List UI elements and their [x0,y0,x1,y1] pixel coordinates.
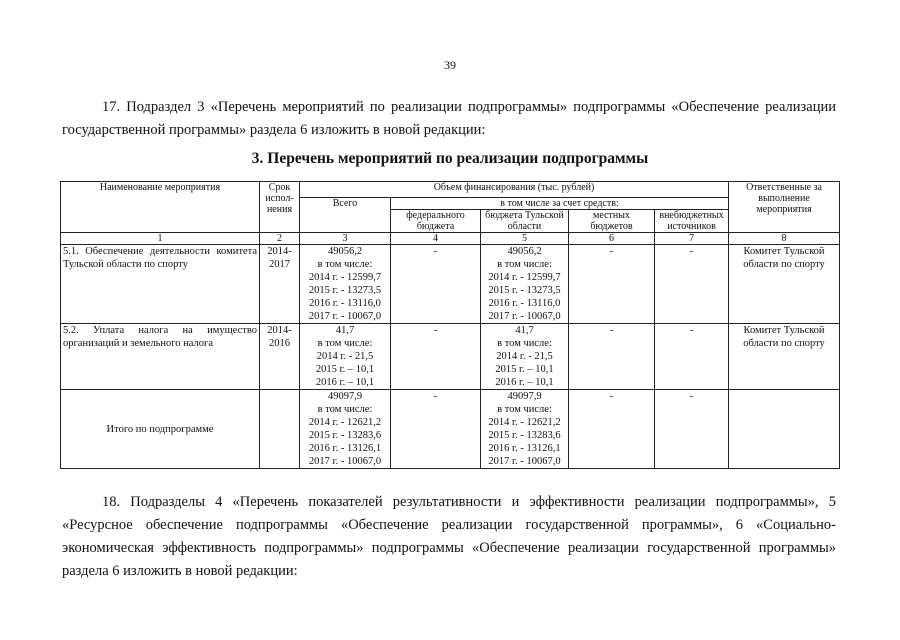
header-name: Наименование мероприятия [61,182,260,233]
responsible-cell [729,390,840,469]
term-cell [260,390,300,469]
col-number: 4 [391,233,481,245]
total-line: 49056,2 [327,246,363,257]
header-total: Всего [300,198,391,233]
regional-line: 49097,9 [507,391,542,402]
section-title: 3. Перечень мероприятий по реализации подпрограммы [251,150,649,167]
col-number: 2 [260,233,300,245]
column-number-row [61,233,840,245]
total-line: 2014 г. - 21,5 [316,351,374,362]
col-number: 1 [61,233,260,245]
total-line: в том числе: [317,259,373,270]
regional-line: 2016 г. - 13126,1 [488,443,561,454]
regional-line: 49056,2 [507,246,542,257]
total-line: в том числе: [317,338,373,349]
total-line: 49097,9 [327,391,363,402]
activities-table [60,181,840,469]
total-line: 2015 г. - 13273,5 [308,285,382,296]
total-line: 2015 г. - 13283,6 [308,430,382,441]
federal-cell: - [391,324,481,390]
table-row-total [61,390,840,469]
term-cell: 2014-2017 [260,245,300,324]
total-cell [300,245,391,324]
responsible-cell: Комитет Тульской области по спорту [729,245,840,324]
header-term: Срок испол-нения [260,182,300,233]
regional-line: 41,7 [515,325,534,336]
activity-name: 5.2. Уплата налога на имущество организаций и земельного налога [61,324,260,390]
regional-line: 2017 г. - 10067,0 [488,456,561,467]
local-cell: - [569,245,655,324]
regional-cell [481,245,569,324]
federal-cell: - [391,390,481,469]
total-line: 2016 г. – 10,1 [315,377,375,388]
term-cell: 2014-2016 [260,324,300,390]
extra-cell: - [655,390,729,469]
header-federal: федерального бюджета [391,210,481,233]
regional-line: 2014 г. - 12599,7 [488,272,561,283]
total-cell [300,390,391,469]
table-row [61,324,840,390]
responsible-cell: Комитет Тульской области по спорту [729,324,840,390]
total-line: в том числе: [317,404,373,415]
col-number: 6 [569,233,655,245]
header-responsible: Ответственные за выполнение мероприятия [729,182,840,233]
regional-line: 2015 г. – 10,1 [495,364,554,375]
regional-line: в том числе: [497,259,552,270]
regional-line: 2014 г. - 12621,2 [488,417,561,428]
total-line: 41,7 [335,325,355,336]
col-number: 3 [300,233,391,245]
regional-line: 2017 г. - 10067,0 [488,311,561,322]
total-line: 2014 г. - 12621,2 [308,417,382,428]
federal-cell: - [391,245,481,324]
total-line: 2017 г. - 10067,0 [308,456,382,467]
regional-line: 2016 г. – 10,1 [495,377,554,388]
header-including: в том числе за счет средств: [391,198,729,210]
header-financing: Объем финансирования (тыс. рублей) [300,182,729,198]
regional-line: в том числе: [497,338,552,349]
regional-line: в том числе: [497,404,552,415]
col-number: 8 [729,233,840,245]
regional-cell [481,390,569,469]
col-number: 5 [481,233,569,245]
regional-line: 2015 г. - 13273,5 [488,285,561,296]
total-line: 2016 г. - 13126,1 [308,443,382,454]
total-cell [300,324,391,390]
local-cell: - [569,390,655,469]
paragraph-17: 17. Подраздел 3 «Перечень мероприятий по реализации подпрограммы» подпрограммы «Обеспечение реализации государственной программы» раздела 6 изложить в новой редакции: [62,99,836,138]
total-line: 2017 г. - 10067,0 [308,311,382,322]
total-row-label: Итого по подпрограмме [61,390,260,469]
header-regional: бюджета Тульской области [481,210,569,233]
regional-line: 2015 г. - 13283,6 [488,430,561,441]
total-line: 2015 г. – 10,1 [315,364,375,375]
regional-line: 2014 г. - 21,5 [496,351,553,362]
total-line: 2014 г. - 12599,7 [308,272,382,283]
local-cell: - [569,324,655,390]
activity-name: 5.1. Обеспечение деятельности комитета Тульской области по спорту [61,245,260,324]
extra-cell: - [655,324,729,390]
header-extra: внебюджетных источников [655,210,729,233]
paragraph-18: 18. Подразделы 4 «Перечень показателей результативности и эффективности реализации подпрограммы», 5 «Ресурсное обеспечение подпрограммы «Обеспечение реализации государственной программы», 6 «Социально-экономическая эффективность подпрограммы» подпрограммы «Обеспечение реализации государственной программы» раздела 6 изложить в новой редакции: [62,494,836,579]
total-line: 2016 г. - 13116,0 [309,298,381,309]
extra-cell: - [655,245,729,324]
header-local: местных бюджетов [569,210,655,233]
col-number: 7 [655,233,729,245]
regional-line: 2016 г. - 13116,0 [488,298,561,309]
table-row [61,245,840,324]
regional-cell [481,324,569,390]
page-number: 39 [444,58,456,72]
